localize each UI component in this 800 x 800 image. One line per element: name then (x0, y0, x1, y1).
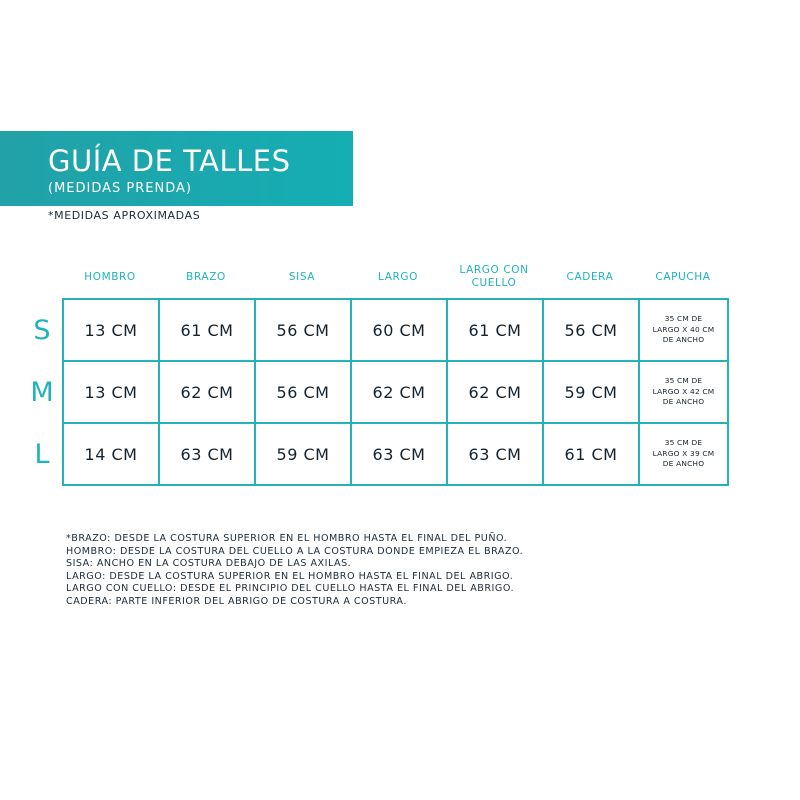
table-cell: 61 CM (446, 298, 544, 362)
table-cell: 63 CM (350, 422, 448, 486)
size-label-s: S (33, 314, 51, 346)
note-line: HOMBRO: DESDE LA COSTURA DEL CUELLO A LA COSTURA DONDE EMPIEZA EL BRAZO. (66, 545, 524, 557)
table-cell: 13 CM (62, 298, 160, 362)
table-cell: 62 CM (446, 360, 544, 424)
table-cell: 35 CM DE LARGO X 40 CM DE ANCHO (638, 298, 729, 362)
column-header-capucha: CAPUCHA (655, 270, 711, 283)
page-subtitle: (MEDIDAS PRENDA) (48, 181, 192, 196)
measurement-notes (66, 533, 523, 608)
note-line: CADERA: PARTE INFERIOR DEL ABRIGO DE COSTURA A COSTURA. (66, 595, 407, 607)
note-line: LARGO: DESDE LA COSTURA SUPERIOR EN EL HOMBRO HASTA EL FINAL DEL ABRIGO. (66, 570, 514, 582)
size-label-l: L (34, 438, 50, 470)
note-line: *BRAZO: DESDE LA COSTURA SUPERIOR EN EL HOMBRO HASTA EL FINAL DEL PUÑO. (66, 533, 508, 544)
note-line: SISA: ANCHO EN LA COSTURA DEBAJO DE LAS AXILAS. (66, 558, 352, 569)
table-cell: 59 CM (254, 422, 352, 486)
column-header-brazo: BRAZO (186, 270, 226, 283)
table-cell: 56 CM (254, 298, 352, 362)
table-cell: 59 CM (542, 360, 640, 424)
table-cell: 35 CM DE LARGO X 42 CM DE ANCHO (638, 360, 729, 424)
table-cell: 61 CM (158, 298, 256, 362)
column-header-hombro: HOMBRO (84, 270, 136, 283)
size-label-m: M (30, 376, 54, 408)
table-cell: 62 CM (158, 360, 256, 424)
table-cell: 63 CM (446, 422, 544, 486)
column-header-largo-con-cuello: LARGO CON CUELLO (459, 264, 529, 289)
column-header-sisa: SISA (288, 270, 316, 283)
table-cell: 60 CM (350, 298, 448, 362)
column-header-cadera: CADERA (566, 270, 614, 283)
note-line: LARGO CON CUELLO: DESDE EL PRINCIPIO DEL CUELLO HASTA EL FINAL DEL ABRIGO. (66, 583, 515, 594)
table-cell: 56 CM (542, 298, 640, 362)
table-cell: 56 CM (254, 360, 352, 424)
column-header-largo: LARGO (378, 270, 418, 283)
table-cell: 35 CM DE LARGO X 39 CM DE ANCHO (638, 422, 729, 486)
table-cell: 14 CM (62, 422, 160, 486)
table-cell: 61 CM (542, 422, 640, 486)
table-cell: 13 CM (62, 360, 160, 424)
page-title: GUÍA DE TALLES (48, 144, 291, 178)
table-cell: 62 CM (350, 360, 448, 424)
table-cell: 63 CM (158, 422, 256, 486)
approximate-note: *MEDIDAS APROXIMADAS (48, 209, 201, 222)
